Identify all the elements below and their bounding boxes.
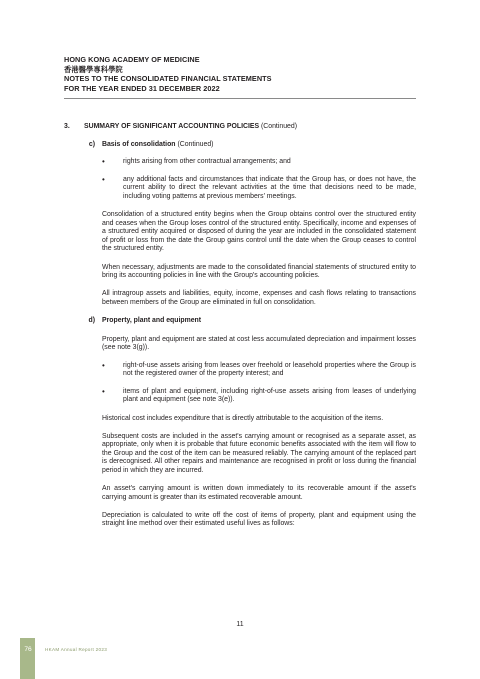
paragraph: Historical cost includes expenditure that is directly attributable to the acquisition of the items. xyxy=(102,414,384,422)
page-number: 11 xyxy=(236,621,244,628)
org-name: HONG KONG ACADEMY OF MEDICINE xyxy=(64,55,200,64)
paragraph: Consolidation of a structured entity begins when the Group obtains control over the structured entity and ceases when the Group loses control of the structured entity. Specifically, income and expenses of a structured entity acquired or disposed of during the year are included in the consolidated statement of profit or loss from the date the Group gains control until the date when the Group ceases to control the structured entity. xyxy=(102,211,416,253)
bullet-icon: • xyxy=(102,157,105,167)
subsection-body-c xyxy=(102,158,416,307)
org-name-chinese: 香港醫學專科學院 xyxy=(64,64,123,74)
section-continued: (Continued) xyxy=(261,123,298,130)
bullet-item xyxy=(102,362,416,379)
bullet-text: items of plant and equipment, including right-of-use assets arising from leases of underlying plant and equipment (see note 3(e)). xyxy=(123,387,416,404)
bullet-item xyxy=(102,176,416,202)
document-title: NOTES TO THE CONSOLIDATED FINANCIAL STATEMENTS xyxy=(64,74,272,84)
section-number: 3. xyxy=(64,123,70,130)
report-name: HKAM Annual Report 2023 xyxy=(45,647,108,652)
subsection-heading-c xyxy=(64,141,416,150)
paragraph: All intragroup assets and liabilities, equity, income, expenses and cash flows relating to transactions between members of the Group are eliminated in full on consolidation. xyxy=(102,290,416,306)
paragraph: Depreciation is calculated to write off the cost of items of property, plant and equipment using the straight line method over their estimated useful lives as follows: xyxy=(102,511,416,528)
subsection-letter: d) xyxy=(88,317,95,325)
bullet-item xyxy=(102,158,416,167)
reporting-period: FOR THE YEAR ENDED 31 DECEMBER 2022 xyxy=(64,83,220,93)
bullet-icon: • xyxy=(102,360,105,370)
report-page-number: 76 xyxy=(24,646,32,653)
subsection-continued: (Continued) xyxy=(177,140,214,148)
notes-content xyxy=(64,123,416,529)
paragraph: Property, plant and equipment are stated at cost less accumulated depreciation and impairment losses (see note 3(g)). xyxy=(102,335,416,352)
paragraph: Subsequent costs are included in the asset's carrying amount or recognised as a separate asset, as appropriate, only when it is probable that future economic benefits associated with the item will flow to the Group and the cost of the item can be measured reliably. The carrying amount of the replaced part is derecognised. All other repairs and maintenance are recognised in profit or loss during the financial period in which they are incurred. xyxy=(102,432,416,475)
footer-accent-bar xyxy=(20,638,35,679)
paragraph: When necessary, adjustments are made to the consolidated financial statements of structured entity to bring its accounting policies in line with the Group's accounting policies. xyxy=(102,263,416,280)
section-heading xyxy=(64,123,416,132)
subsection-title: Property, plant and equipment xyxy=(102,317,202,325)
bullet-item xyxy=(102,388,416,405)
subsection-title: Basis of consolidation (Continued) xyxy=(102,140,214,148)
subsection-heading-d xyxy=(64,317,416,326)
bullet-text: rights arising from other contractual arrangements; and xyxy=(123,158,291,166)
bullet-icon: • xyxy=(102,386,105,396)
document-header xyxy=(64,55,416,93)
section-title: SUMMARY OF SIGNIFICANT ACCOUNTING POLICIES (Continued) xyxy=(84,123,298,130)
header-divider xyxy=(64,98,416,99)
subsection-body-d xyxy=(102,336,416,530)
bullet-text: any additional facts and circumstances that indicate that the Group has, or does not have, the current ability to direct the relevant activities at the time that decisions need to be made, including voting patterns at previous members' meetings. xyxy=(123,175,416,200)
bullet-text: right-of-use assets arising from leases over freehold or leasehold properties where the Group is not the registered owner of the property interest; and xyxy=(123,361,416,378)
bullet-icon: • xyxy=(102,174,105,184)
paragraph: An asset's carrying amount is written down immediately to its recoverable amount if the asset's carrying amount is greater than its estimated recoverable amount. xyxy=(102,485,416,501)
subsection-letter: c) xyxy=(88,140,95,148)
